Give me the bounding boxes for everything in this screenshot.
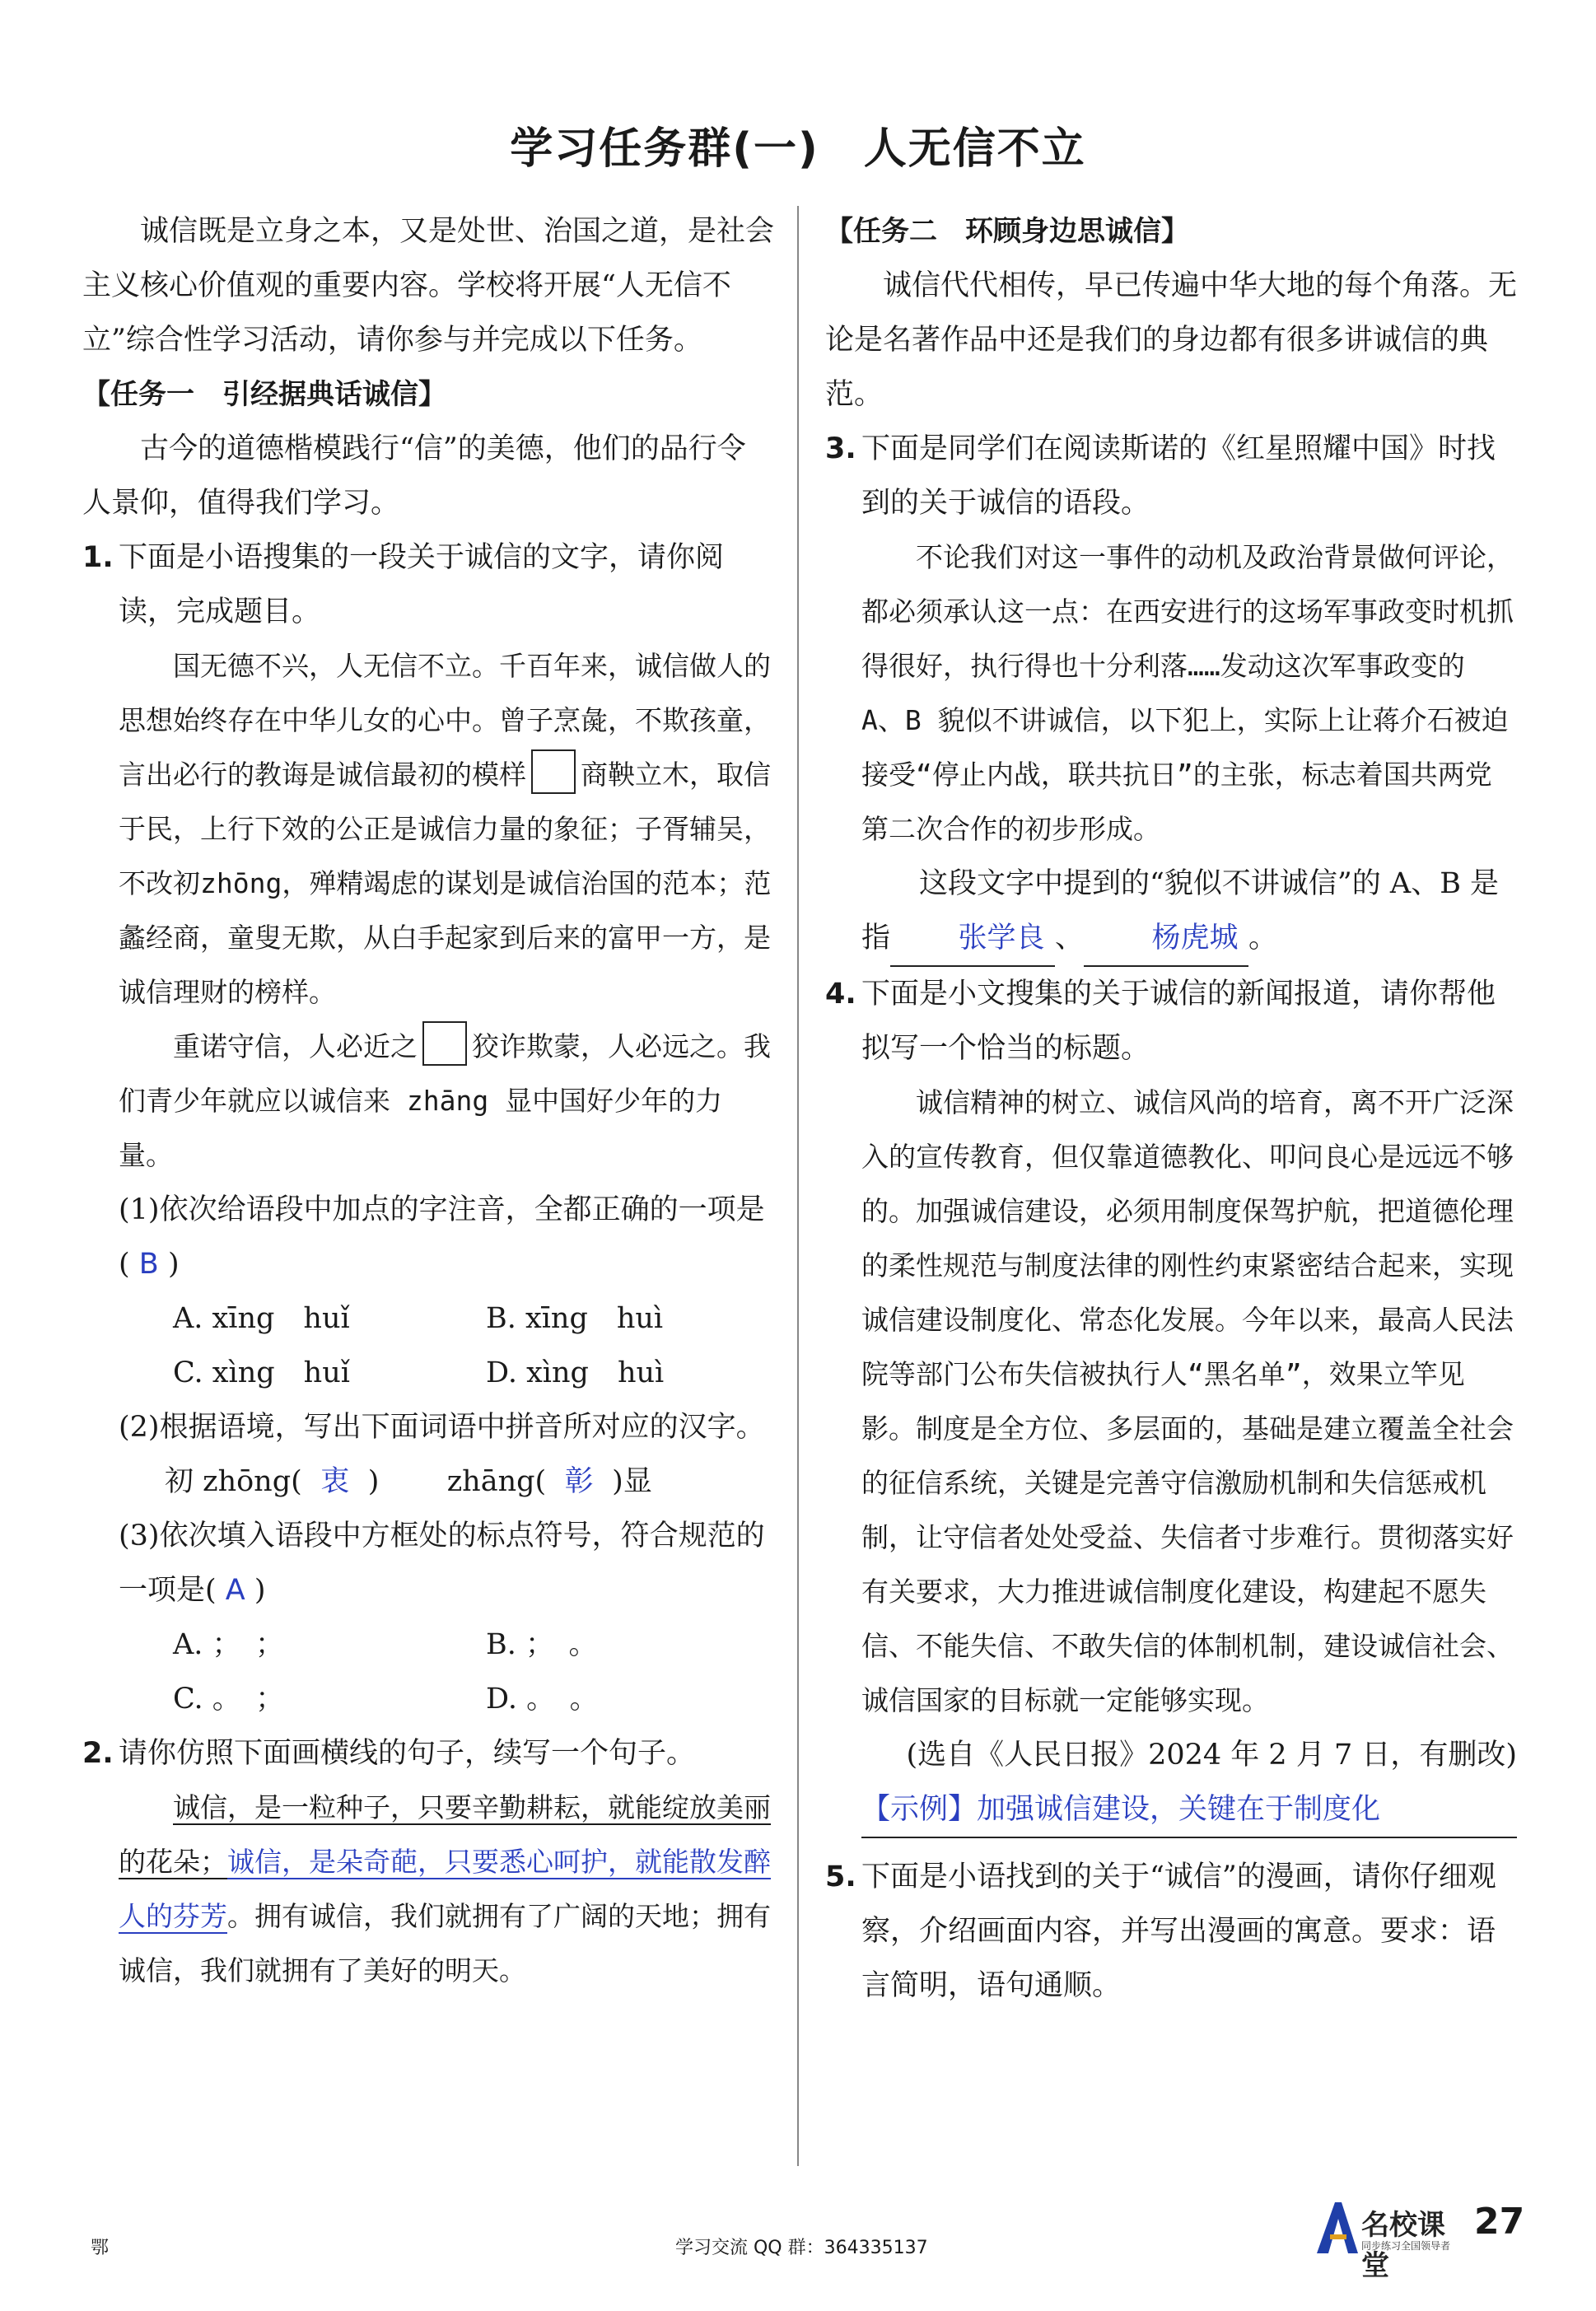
answer-person-a: 张学良	[890, 911, 1055, 967]
question-3-ask: 这段文字中提到的“貌似不讲诚信”的 A、B 是指 张学良 、 杨虎城 。	[825, 857, 1517, 967]
question-5-number: 5.	[825, 1860, 856, 1893]
option-1d: D. xìng huì	[486, 1356, 665, 1389]
question-3	[825, 422, 1517, 530]
question-1-number: 1.	[82, 541, 114, 574]
question-3-stem: 下面是同学们在阅读斯诺的《红星照耀中国》时找到的关于诚信的语段。	[861, 432, 1496, 520]
option-3b: B. ； 。	[486, 1628, 598, 1661]
question-4-number: 4.	[825, 978, 856, 1011]
footer-region-mark: 鄂	[91, 2238, 110, 2258]
sub3-options	[82, 1618, 774, 1726]
answer-zhang: 彰	[564, 1465, 594, 1498]
answer-continuation: 诚信，是朵奇葩，只要悉心呵护，就能散发醉人的芬芳	[119, 1846, 771, 1932]
question-1-stem: 下面是小语搜集的一段关于诚信的文字，请你阅读，完成题目。	[119, 541, 725, 628]
question-2-tail: 。拥有诚信，我们就拥有了广阔的天地；拥有诚信，我们就拥有了美好的明天。	[119, 1900, 771, 1987]
punctuation-box-2	[422, 1021, 467, 1066]
question-1-passage	[82, 639, 774, 1183]
brand-a-icon	[1314, 2199, 1360, 2257]
task2-heading: 【任务二 环顾身边思诚信】	[825, 215, 1189, 248]
question-2-body	[82, 1781, 774, 1998]
passage-2-part-a: 重诺守信，人必近之	[173, 1030, 418, 1062]
page-title: 学习任务群(一) 人无信不立	[510, 124, 1086, 174]
answer-headline: 【示例】加强诚信建设，关键在于制度化	[861, 1782, 1517, 1838]
page-number: 27	[1474, 2201, 1525, 2243]
intro-paragraph: 诚信既是立身之本，又是处世、治国之道，是社会主义核心价值观的重要内容。学校将开展“人无信不立”综合性学习活动，请你参与并完成以下任务。	[82, 215, 775, 357]
question-5	[825, 1850, 1517, 2013]
footer-qq-group: 学习交流 QQ 群：364335137	[675, 2238, 928, 2258]
passage-1-part-a: 国无德不兴，人无信不立。千百年来，诚信做人的思想始终存在中华儿女的心中。曾子烹彘，不欺孩童，言出必行的教诲是诚信最初的模样	[119, 650, 771, 791]
task1-heading: 【任务一 引经据典话诚信】	[82, 378, 446, 411]
right-column	[825, 204, 1517, 2013]
news-source: (选自《人民日报》2024 年 2 月 7 日，有删改)	[906, 1739, 1517, 1772]
left-column	[82, 204, 774, 1998]
option-1a: A. xīng huǐ	[173, 1302, 350, 1335]
question-2-number: 2.	[82, 1737, 114, 1770]
question-4-stem: 下面是小文搜集的关于诚信的新闻报道，请你帮他拟写一个恰当的标题。	[861, 978, 1496, 1065]
option-1c: C. xìng huǐ	[173, 1356, 350, 1389]
sub1-options	[82, 1291, 774, 1400]
option-1b: B. xīng huì	[486, 1302, 664, 1335]
answer-sub1: B	[138, 1248, 159, 1281]
brand-logo	[1314, 2199, 1470, 2282]
question-4-passage: 诚信精神的树立、诚信风尚的培育，离不开广泛深入的宣传教育，但仅靠道德教化、叩问良心是远远不够的。加强诚信建设，必须用制度保驾护航，把道德伦理的柔性规范与制度法律的刚性约束紧密结合起来，实现诚信建设制度化、常态化发展。今年以来，最高人民法院等部门公布失信被执行人“黑名单”，效果立竿见影。制度是全方位、多层面的，基础是建立覆盖全社会的征信系统，关键是完善守信激励机制和失信惩戒机制，让守信者处处受益、失信者寸步难行。贯彻落实好有关要求，大力推进诚信制度化建设，构建起不愿失信、不能失信、不敢失信的体制机制，建设诚信社会、诚信国家的目标就一定能够实现。	[861, 1086, 1514, 1716]
question-2	[82, 1726, 774, 1781]
option-3c: C. 。 ；	[173, 1683, 285, 1716]
answer-zhong: 衷	[320, 1465, 350, 1498]
model-sentence: 诚信，是一粒种子，只要辛勤耕耘，就能绽放美丽的花朵；	[119, 1791, 771, 1878]
question-4	[825, 967, 1517, 1076]
option-3a: A. ； ；	[173, 1628, 285, 1661]
question-1	[82, 530, 774, 639]
question-3-number: 3.	[825, 432, 856, 465]
task2-intro: 诚信代代相传，早已传遍中华大地的每个角落。无论是名著作品中还是我们的身边都有很多讲诚信的典范。	[825, 269, 1518, 411]
brand-slogan: 同步练习全国领导者	[1361, 2240, 1451, 2252]
option-3d: D. 。 。	[486, 1683, 599, 1716]
answer-sub3: A	[225, 1574, 245, 1607]
brand-name: 名校课堂	[1361, 2209, 1445, 2282]
sub2-answers: 初 zhōng( 衷 ) zhāng( 彰 )显	[82, 1454, 774, 1509]
task1-intro: 古今的道德楷模践行“信”的美德，他们的品行令人景仰，值得我们学习。	[82, 432, 746, 520]
question-4-answer-line	[825, 1782, 1517, 1838]
sub-question-1: (1)依次给语段中加点的字注音，全都正确的一项是( B )	[119, 1193, 765, 1281]
column-divider	[797, 206, 799, 2166]
passage-2-part-b: 狡诈欺蒙，人必远之。我们青少年就应以诚信来 zhāng 显中国好少年的力量。	[119, 1030, 771, 1171]
sub-question-3: (3)依次填入语段中方框处的标点符号，符合规范的一项是( A )	[119, 1520, 765, 1607]
question-3-passage: 不论我们对这一事件的动机及政治背景做何评论，都必须承认这一点：在西安进行的这场军事政变时机抓得很好，执行得也十分利落……发动这次军事政变的 A、B 貌似不讲诚信，以下犯上，实际上让蒋介石被迫接受“停止内战，联共抗日”的主张，标志着国共两党第二次合作的初步形成。	[861, 541, 1514, 845]
question-5-stem: 下面是小语找到的关于“诚信”的漫画，请你仔细观察，介绍画面内容，并写出漫画的寓意。要求：语言简明，语句通顺。	[861, 1860, 1496, 2002]
passage-1-part-b: 商鞅立木，取信于民，上行下效的公正是诚信力量的象征；子胥辅吴，不改初zhōng，殚精竭虑的谋划是诚信治国的范本；范蠡经商，童叟无欺，从白手起家到后来的富甲一方，是诚信理财的榜样。	[119, 759, 772, 1008]
punctuation-box-1	[531, 749, 576, 794]
question-2-stem: 请你仿照下面画横线的句子，续写一个句子。	[119, 1737, 696, 1770]
answer-person-b: 杨虎城	[1084, 911, 1248, 967]
sub-question-2: (2)根据语境，写出下面词语中拼音所对应的汉字。	[119, 1411, 765, 1444]
